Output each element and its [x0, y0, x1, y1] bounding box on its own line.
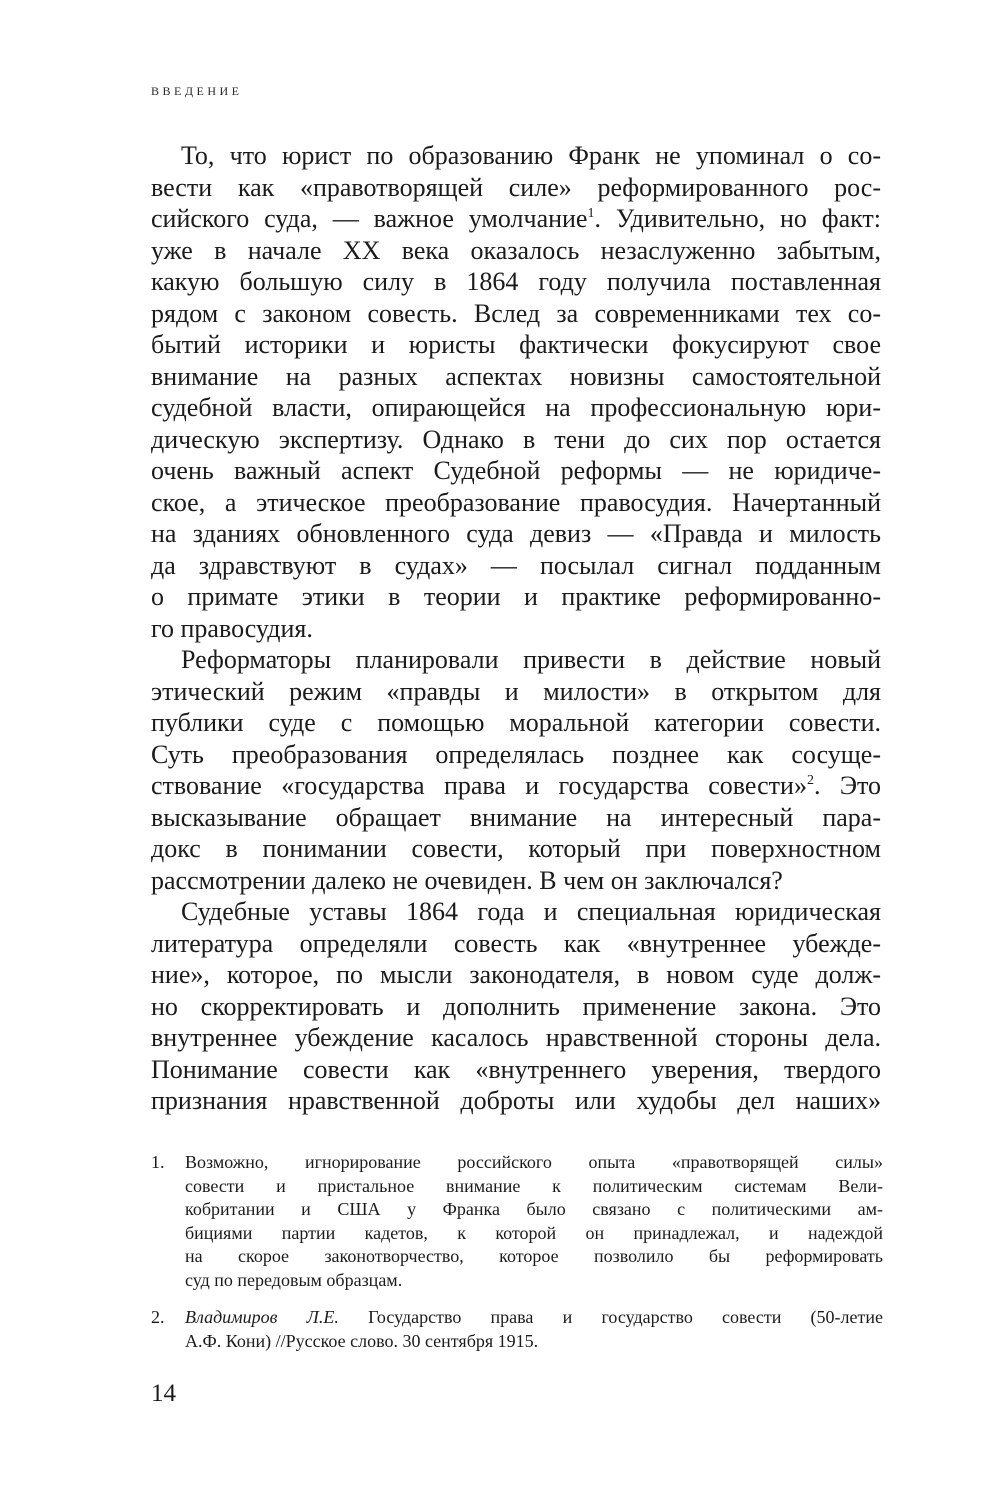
- text-line: но скорректировать и дополнить применение закона. Это: [151, 991, 881, 1021]
- paragraph-1: [151, 140, 881, 644]
- text-line: литература определяли совесть как «внутреннее убежде-: [151, 928, 881, 958]
- footnote-ref-2[interactable]: 2: [806, 773, 814, 788]
- text-line: да здравствуют в судах» — посылал сигнал подданным: [151, 550, 881, 580]
- text-segment: . Это: [813, 771, 882, 800]
- text-line: внутреннее убеждение касалось нравственной стороны дела.: [151, 1023, 881, 1052]
- footnote-1: [151, 1151, 883, 1292]
- footnote-body: [185, 1151, 883, 1292]
- footnote-line: [185, 1306, 883, 1330]
- footnotes: [151, 1151, 883, 1367]
- text-line: о примате этики в теории и практике реформированно-: [151, 582, 881, 611]
- text-line: внимание на разных аспектах новизны самостоятельной: [151, 361, 881, 391]
- text-segment: сийского суда, — важное умолчание: [151, 204, 588, 233]
- footnote-citation: Государство права и государство совести (50-летие: [338, 1307, 883, 1327]
- paragraph-2: [151, 644, 881, 896]
- text-line: уже в начале XX века оказалось незаслуженно забытым,: [151, 235, 881, 265]
- text-line: докс в понимании совести, который при поверхностном: [151, 834, 881, 863]
- text-line: Суть преобразования определялась позднее как сосуще-: [151, 739, 881, 769]
- footnote-number: 1.: [151, 1152, 165, 1172]
- footnote-author: Владимиров Л.Е.: [185, 1307, 339, 1327]
- footnote-2: [151, 1306, 883, 1353]
- text-line: публики суде с помощью моральной категории совести.: [151, 708, 881, 737]
- text-line: какую большую силу в 1864 году получила поставленная: [151, 267, 881, 296]
- text-line: вести как «правотворящей силе» реформированного рос-: [151, 172, 881, 202]
- footnote-body: [185, 1306, 883, 1353]
- text-line: Понимание совести как «внутреннего уверения, твердого: [151, 1054, 881, 1084]
- text-line: очень важный аспект Судебной реформы — не юридиче-: [151, 456, 881, 485]
- text-line: То, что юрист по образованию Франк не упоминал о со-: [181, 141, 881, 170]
- footnote-line: суд по передовым образцам.: [185, 1269, 403, 1290]
- text-segment: . Удивительно, но факт:: [594, 204, 882, 233]
- text-line: ние», которое, по мысли законодателя, в новом суде долж-: [151, 960, 881, 989]
- footnote-line: совести и пристальное внимание к политическим системам Вели-: [185, 1175, 883, 1196]
- text-line-with-footnote: [151, 203, 881, 235]
- footnote-line: на скорое законотворчество, которое позволило бы реформировать: [185, 1246, 883, 1266]
- footnote-line: кобритании и США у Франка было связано с политическими ам-: [185, 1199, 883, 1219]
- text-line: Реформаторы планировали привести в действие новый: [181, 645, 881, 674]
- footnote-ref-1[interactable]: 1: [587, 206, 595, 221]
- main-text: [151, 140, 881, 1117]
- text-line: судебной власти, опирающейся на профессиональную юри-: [151, 393, 881, 422]
- text-line: рассмотрении далеко не очевиден. В чем он заключался?: [151, 865, 783, 895]
- text-line: рядом с законом совесть. Вслед за современниками тех со-: [151, 298, 881, 328]
- footnote-number: 2.: [151, 1307, 165, 1327]
- paragraph-3: [151, 896, 881, 1117]
- text-line: го правосудия.: [151, 613, 313, 643]
- footnote-line: Возможно, игнорирование российского опыта «правотворящей силы»: [185, 1152, 883, 1172]
- text-line: ское, а этическое преобразование правосудия. Начертанный: [151, 487, 881, 517]
- text-line: признания нравственной доброты или худобы дел наших»: [151, 1086, 881, 1115]
- text-line-with-footnote: [151, 770, 881, 802]
- footnote-line: А.Ф. Кони) //Русское слово. 30 сентября 1915.: [185, 1330, 539, 1351]
- footnote-line: бициями партии кадетов, к которой он принадлежал, и надеждой: [185, 1222, 883, 1243]
- running-head: ВВЕДЕНИЕ: [151, 84, 243, 98]
- page-number: 14: [151, 1380, 176, 1407]
- text-line: Судебные уставы 1864 года и специальная юридическая: [181, 897, 881, 926]
- text-line: этический режим «правды и милости» в открытом для: [151, 676, 881, 706]
- text-line: дическую экспертизу. Однако в тени до сих пор остается: [151, 424, 881, 454]
- text-segment: ствование «государства права и государства совести»: [151, 771, 807, 800]
- text-line: бытий историки и юристы фактически фокусируют свое: [151, 330, 881, 359]
- text-line: высказывание обращает внимание на интересный пара-: [151, 802, 881, 832]
- text-line: на зданиях обновленного суда девиз — «Правда и милость: [151, 519, 881, 548]
